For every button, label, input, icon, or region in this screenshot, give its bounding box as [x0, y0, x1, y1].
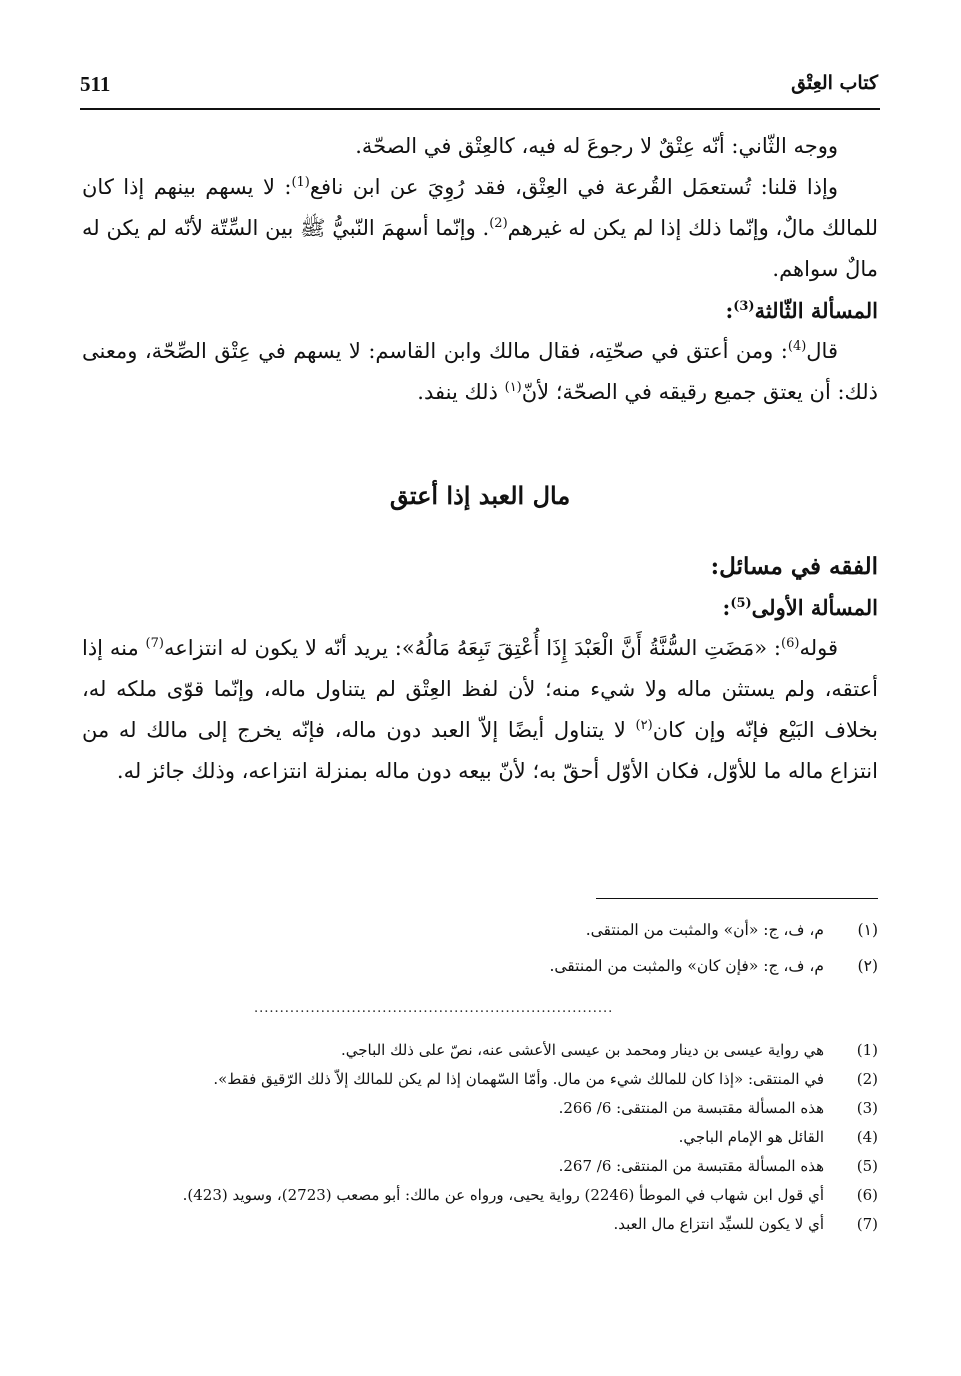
variant-ref-1[interactable]: (١) — [504, 380, 522, 395]
header-rule — [80, 108, 880, 110]
paragraph-health-manumission — [82, 331, 878, 413]
footnotes — [82, 1036, 878, 1239]
footnote-text: القائل هو الإمام الباجي. — [678, 1128, 824, 1146]
footnote-text: أي قول ابن شهاب في الموطأ (2246) رواية يحيى، ورواه عن مالك: أبو مصعب (2723)، وسويد (423). — [182, 1186, 824, 1204]
footnote-text: أي لا يكون للسيِّد انتزاع مال العبد. — [613, 1215, 824, 1233]
footnote — [82, 1094, 878, 1123]
footnote — [82, 1181, 878, 1210]
footnote-number: (4) — [856, 1128, 878, 1146]
footnote-ref-1[interactable]: (1) — [291, 175, 310, 190]
heading-third-issue — [82, 290, 878, 331]
footnote-ref-4[interactable]: (4) — [787, 339, 807, 354]
text-segment: : «مَضَتِ السُّنَّةُ أَنَّ الْعَبْدَ إِذَا أُعْتِقَ تَبِعَهُ مَالُهُ»: يريد أنّه لا يكون له انتزاعه — [163, 636, 782, 660]
running-title: كتاب العِتْق — [791, 72, 878, 94]
paragraph-lottery — [82, 167, 878, 290]
paragraph-slave-property — [82, 628, 878, 792]
text-segment: قال — [806, 339, 838, 363]
page-number: 511 — [80, 72, 111, 96]
footnote — [82, 1036, 878, 1065]
footnote-text: هذه المسألة مقتبسة من المنتقى: 6/ 267. — [558, 1157, 824, 1175]
footnote-ref-6[interactable]: (6) — [781, 636, 800, 651]
variant-number: (٢) — [857, 957, 878, 975]
dotted-separator: ...................................................................... — [254, 1004, 614, 1014]
section-title: مال العبد إذا أعتق — [389, 481, 571, 510]
footnote-rule — [596, 898, 878, 899]
heading-label: المسألة الأولى — [751, 595, 878, 620]
variant-note — [82, 948, 878, 984]
variant-number: (١) — [857, 921, 878, 939]
heading-fiqh: الفقه في مسائل: — [710, 553, 878, 580]
footnote — [82, 1152, 878, 1181]
footnote-ref-3[interactable]: (3) — [733, 299, 755, 314]
text-segment: . وإنّما أسهمَ النّبيُّ ﷺ بين السِّتّة لأنّه لم يكن له مالٌ سواهم. — [82, 216, 878, 281]
text-segment: ذلك ينفد. — [417, 380, 505, 404]
main-text — [82, 126, 878, 792]
footnote-text: هذه المسألة مقتبسة من المنتقى: 6/ 266. — [558, 1099, 824, 1117]
text-segment: قوله — [799, 636, 838, 660]
footnote-number: (2) — [856, 1070, 878, 1088]
footnote — [82, 1210, 878, 1239]
text-segment: : ومن أعتق في صحّتِه، فقال مالك وابن القاسم: لا يسهم في عِتْق الصِّحّة، ومعنى ذلك: أن يعتق جميع رقيقه في الصحّة؛ لأنّ — [82, 339, 878, 404]
footnote-text: في المنتقى: «إذا كان للمالك شيء من مال. وأمّا السّهمان إذا لم يكن للمالك إلاّ ذلك الرّقيق فقط». — [213, 1070, 824, 1088]
footnote-ref-2[interactable]: (2) — [489, 216, 508, 231]
variant-notes — [82, 912, 878, 984]
footnote — [82, 1065, 878, 1094]
footnote-ref-5[interactable]: (5) — [730, 596, 752, 611]
page-header — [80, 72, 878, 108]
text-segment: لا يتناول أيضًا إلاّ العبد دون ماله، فإنّه يخرج إلى مالك له من انتزاع ماله ما للأوّل، فكان الأوّل أحقّ به؛ لأنّ بيعه دون ماله بمنزلة انتزاعه، وذلك جائز له. — [82, 718, 878, 783]
variant-note — [82, 912, 878, 948]
footnote-number: (5) — [856, 1157, 878, 1175]
heading-first-issue — [82, 587, 878, 628]
footnote-text: هي رواية عيسى بن دينار ومحمد بن عيسى الأعشى عنه، نصّ على ذلك الباجي. — [340, 1041, 824, 1059]
footnote-number: (1) — [856, 1041, 878, 1059]
heading-label: المسألة الثّالثة — [754, 298, 878, 323]
variant-text: م، ف، ج: «فإن كان» والمثبت من المنتقى. — [549, 957, 824, 975]
variant-text: م، ف، ج: «أن» والمثبت من المنتقى. — [585, 921, 824, 939]
text-segment: : لا يسهم بينهم إذا كان للمالك مالٌ، وإنّما ذلك إذا لم يكن له غيرهم — [82, 175, 878, 240]
footnote-number: (3) — [856, 1099, 878, 1117]
heading-colon: : — [722, 595, 731, 620]
text-segment: وإذا قلنا: تُستعمَل القُرعة في العِتْق، فقد رُوِيَ عن ابن نافع — [309, 175, 838, 199]
paragraph-second-aspect: ووجه الثّاني: أنّه عِتْقٌ لا رجوعَ له فيه، كالعِتْق في الصحّة. — [355, 134, 838, 158]
footnote-number: (6) — [856, 1186, 878, 1204]
heading-colon: : — [725, 298, 734, 323]
text-segment: منه إذا أعتقه، ولم يستثن ماله ولا شيء منه؛ لأن لفظ العِتْق لم يتناول ماله، وإنّما قوّى ملكه له، بخلاف البَيْع فإنّه وإن كان — [82, 636, 878, 742]
footnote-number: (7) — [856, 1215, 878, 1233]
variant-ref-2[interactable]: (٢) — [635, 718, 653, 733]
footnote — [82, 1123, 878, 1152]
footnote-ref-7[interactable]: (7) — [145, 636, 164, 651]
